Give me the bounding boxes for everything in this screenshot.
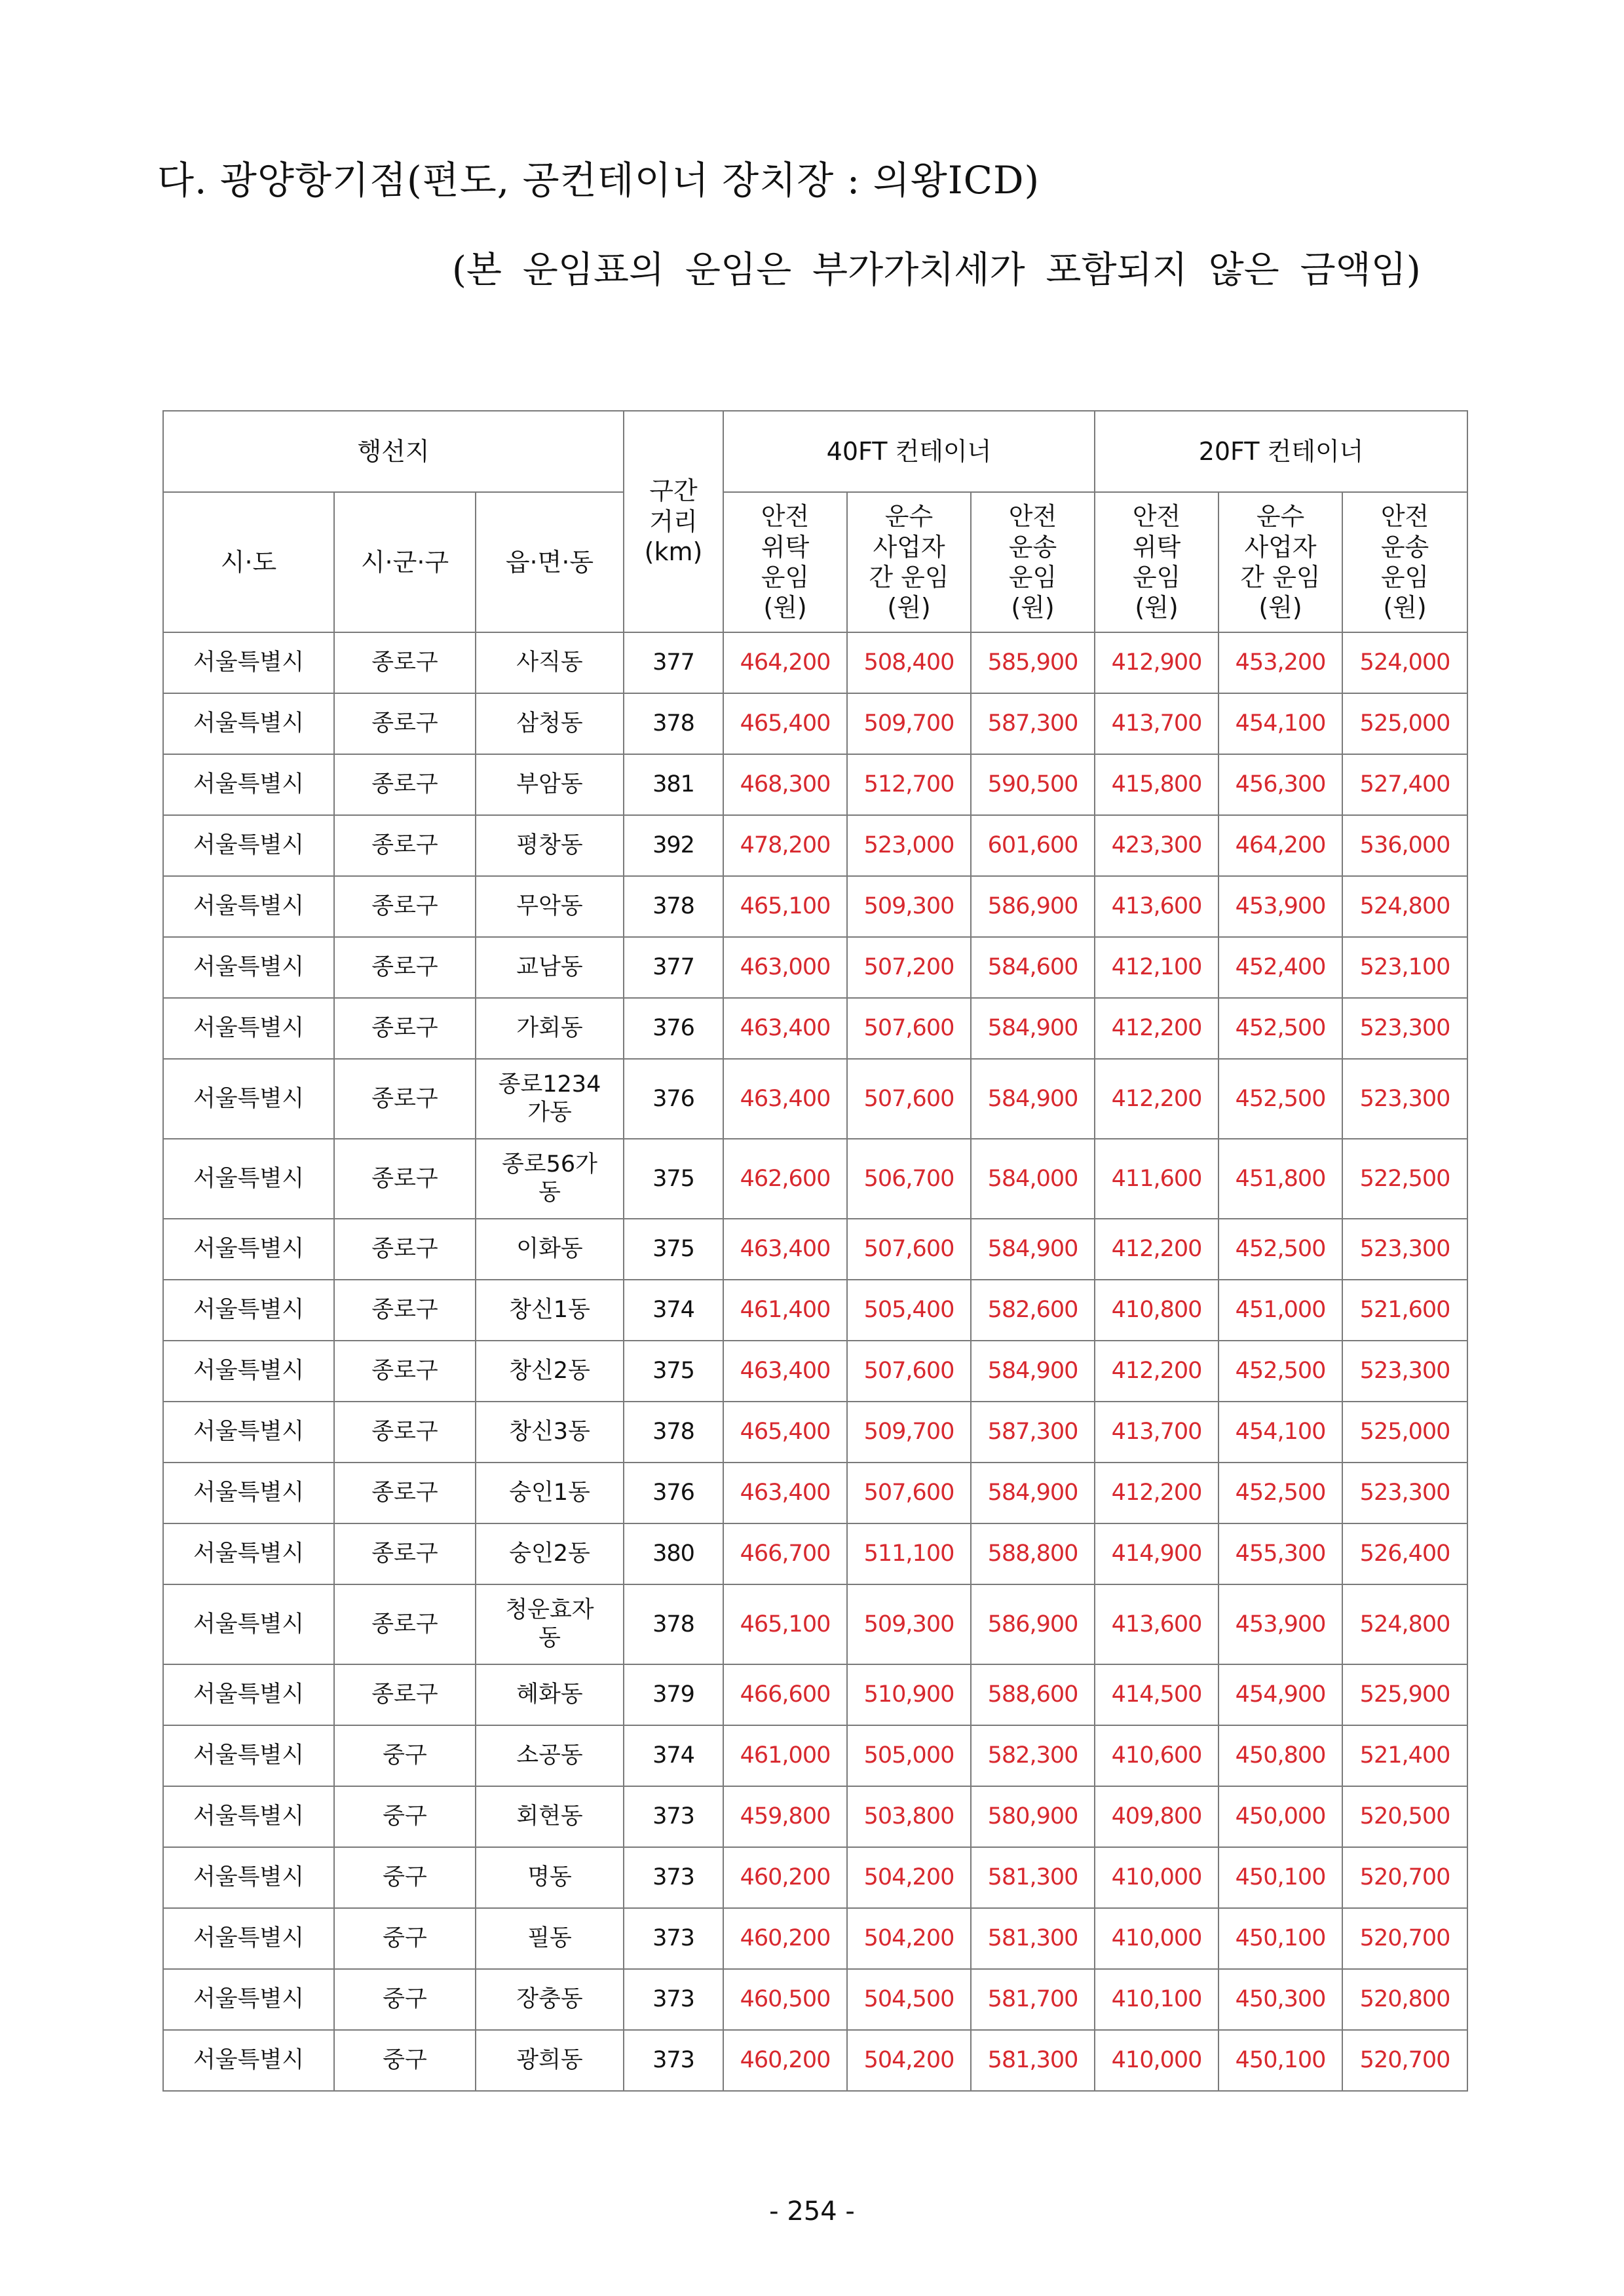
cell-40ft-rate-3: 582,600 <box>971 1280 1095 1341</box>
cell-sigungu: 종로구 <box>334 1584 476 1664</box>
cell-40ft-rate-3: 586,900 <box>971 1584 1095 1664</box>
cell-20ft-rate-2: 452,500 <box>1218 1219 1342 1280</box>
cell-20ft-rate-3: 525,000 <box>1342 693 1467 754</box>
header-distance <box>624 411 723 632</box>
cell-sigungu: 종로구 <box>334 998 476 1059</box>
cell-40ft-rate-1: 460,200 <box>723 1847 847 1908</box>
cell-dong: 혜화동 <box>476 1664 624 1725</box>
cell-20ft-rate-2: 452,500 <box>1218 1059 1342 1139</box>
cell-sigungu: 중구 <box>334 1908 476 1969</box>
cell-sigungu: 종로구 <box>334 1059 476 1139</box>
header-40ft: 40FT 컨테이너 <box>723 411 1095 492</box>
cell-20ft-rate-3: 523,300 <box>1342 998 1467 1059</box>
cell-dong: 부암동 <box>476 754 624 815</box>
cell-dong: 숭인2동 <box>476 1523 624 1584</box>
cell-distance: 378 <box>624 693 723 754</box>
table-row <box>163 1139 1467 1219</box>
cell-20ft-rate-3: 521,400 <box>1342 1725 1467 1786</box>
cell-20ft-rate-3: 523,300 <box>1342 1341 1467 1402</box>
cell-20ft-rate-1: 410,600 <box>1095 1725 1218 1786</box>
cell-40ft-rate-2: 512,700 <box>847 754 971 815</box>
cell-20ft-rate-1: 412,200 <box>1095 998 1218 1059</box>
cell-40ft-rate-1: 459,800 <box>723 1786 847 1847</box>
cell-40ft-rate-2: 504,200 <box>847 1847 971 1908</box>
cell-40ft-rate-1: 463,400 <box>723 1463 847 1523</box>
table-row <box>163 1402 1467 1463</box>
table-row <box>163 632 1467 693</box>
cell-40ft-rate-1: 461,000 <box>723 1725 847 1786</box>
cell-sigungu: 중구 <box>334 1786 476 1847</box>
cell-sido: 서울특별시 <box>163 998 334 1059</box>
cell-sido: 서울특별시 <box>163 1664 334 1725</box>
cell-distance: 378 <box>624 876 723 937</box>
cell-20ft-rate-2: 456,300 <box>1218 754 1342 815</box>
cell-sigungu: 중구 <box>334 1725 476 1786</box>
header-40ft-safe-transport <box>971 492 1095 632</box>
cell-dong: 평창동 <box>476 815 624 876</box>
table-row <box>163 815 1467 876</box>
header-20ft: 20FT 컨테이너 <box>1095 411 1467 492</box>
cell-20ft-rate-1: 410,100 <box>1095 1969 1218 2030</box>
cell-sido: 서울특별시 <box>163 693 334 754</box>
cell-dong: 종로1234 가동 <box>476 1059 624 1139</box>
cell-sigungu: 중구 <box>334 1969 476 2030</box>
cell-20ft-rate-2: 455,300 <box>1218 1523 1342 1584</box>
table-row <box>163 693 1467 754</box>
header-20ft-safe-transport <box>1342 492 1467 632</box>
cell-40ft-rate-1: 461,400 <box>723 1280 847 1341</box>
cell-20ft-rate-3: 527,400 <box>1342 754 1467 815</box>
cell-sido: 서울특별시 <box>163 1341 334 1402</box>
cell-distance: 377 <box>624 632 723 693</box>
cell-distance: 380 <box>624 1523 723 1584</box>
cell-20ft-rate-2: 453,900 <box>1218 1584 1342 1664</box>
cell-sido: 서울특별시 <box>163 876 334 937</box>
table-row <box>163 1341 1467 1402</box>
cell-sigungu: 종로구 <box>334 1402 476 1463</box>
cell-sigungu: 종로구 <box>334 937 476 998</box>
cell-40ft-rate-2: 509,700 <box>847 1402 971 1463</box>
cell-20ft-rate-1: 411,600 <box>1095 1139 1218 1219</box>
cell-40ft-rate-3: 582,300 <box>971 1725 1095 1786</box>
cell-distance: 392 <box>624 815 723 876</box>
cell-20ft-rate-1: 415,800 <box>1095 754 1218 815</box>
freight-rate-table <box>162 410 1468 2092</box>
cell-sido: 서울특별시 <box>163 1584 334 1664</box>
table-row <box>163 754 1467 815</box>
cell-40ft-rate-1: 478,200 <box>723 815 847 876</box>
cell-40ft-rate-2: 505,400 <box>847 1280 971 1341</box>
cell-20ft-rate-3: 520,800 <box>1342 1969 1467 2030</box>
cell-sigungu: 종로구 <box>334 632 476 693</box>
cell-dong: 필동 <box>476 1908 624 1969</box>
table-body <box>163 632 1467 2091</box>
header-row-columns <box>163 492 1467 632</box>
vat-note: (본 운임표의 운임은 부가가치세가 포함되지 않은 금액임) <box>452 249 1421 292</box>
cell-40ft-rate-2: 511,100 <box>847 1523 971 1584</box>
cell-40ft-rate-3: 585,900 <box>971 632 1095 693</box>
cell-20ft-rate-2: 450,800 <box>1218 1725 1342 1786</box>
cell-40ft-rate-1: 463,400 <box>723 1059 847 1139</box>
cell-20ft-rate-1: 410,000 <box>1095 1847 1218 1908</box>
header-20ft-safe-consign <box>1095 492 1218 632</box>
cell-20ft-rate-3: 522,500 <box>1342 1139 1467 1219</box>
cell-40ft-rate-1: 465,400 <box>723 1402 847 1463</box>
cell-distance: 373 <box>624 1969 723 2030</box>
cell-40ft-rate-3: 584,600 <box>971 937 1095 998</box>
cell-dong: 창신2동 <box>476 1341 624 1402</box>
cell-20ft-rate-2: 451,000 <box>1218 1280 1342 1341</box>
cell-40ft-rate-3: 588,600 <box>971 1664 1095 1725</box>
cell-distance: 374 <box>624 1280 723 1341</box>
cell-20ft-rate-2: 451,800 <box>1218 1139 1342 1219</box>
cell-dong: 명동 <box>476 1847 624 1908</box>
cell-40ft-rate-2: 507,200 <box>847 937 971 998</box>
table-row <box>163 1847 1467 1908</box>
header-eupmyeondong: 읍·면·동 <box>476 492 624 632</box>
cell-20ft-rate-1: 412,200 <box>1095 1219 1218 1280</box>
cell-distance: 374 <box>624 1725 723 1786</box>
cell-sido: 서울특별시 <box>163 2030 334 2091</box>
cell-40ft-rate-2: 505,000 <box>847 1725 971 1786</box>
cell-20ft-rate-2: 464,200 <box>1218 815 1342 876</box>
header-40ft-carrier-between-text: 운수 사업자 간 운임 (원) <box>869 502 949 622</box>
header-40ft-carrier-between <box>847 492 971 632</box>
cell-distance: 375 <box>624 1139 723 1219</box>
cell-20ft-rate-3: 525,000 <box>1342 1402 1467 1463</box>
header-40ft-safe-consign-text: 안전 위탁 운임 (원) <box>761 502 810 622</box>
cell-40ft-rate-2: 506,700 <box>847 1139 971 1219</box>
cell-40ft-rate-1: 462,600 <box>723 1139 847 1219</box>
cell-20ft-rate-1: 413,700 <box>1095 1402 1218 1463</box>
table-row <box>163 1463 1467 1523</box>
cell-40ft-rate-3: 586,900 <box>971 876 1095 937</box>
cell-distance: 377 <box>624 937 723 998</box>
table-row <box>163 1059 1467 1139</box>
cell-20ft-rate-1: 413,600 <box>1095 1584 1218 1664</box>
cell-40ft-rate-2: 523,000 <box>847 815 971 876</box>
cell-40ft-rate-2: 507,600 <box>847 1059 971 1139</box>
cell-dong: 창신3동 <box>476 1402 624 1463</box>
cell-20ft-rate-3: 520,700 <box>1342 2030 1467 2091</box>
cell-40ft-rate-1: 465,100 <box>723 876 847 937</box>
cell-distance: 375 <box>624 1219 723 1280</box>
cell-distance: 378 <box>624 1402 723 1463</box>
header-20ft-carrier-between-text: 운수 사업자 간 운임 (원) <box>1240 502 1321 622</box>
cell-dong: 무악동 <box>476 876 624 937</box>
cell-40ft-rate-2: 507,600 <box>847 998 971 1059</box>
cell-sido: 서울특별시 <box>163 1523 334 1584</box>
table-row <box>163 1280 1467 1341</box>
cell-20ft-rate-3: 523,100 <box>1342 937 1467 998</box>
cell-sido: 서울특별시 <box>163 1847 334 1908</box>
cell-sido: 서울특별시 <box>163 1908 334 1969</box>
cell-sigungu: 종로구 <box>334 693 476 754</box>
cell-sigungu: 종로구 <box>334 1139 476 1219</box>
cell-distance: 373 <box>624 1786 723 1847</box>
cell-20ft-rate-1: 412,100 <box>1095 937 1218 998</box>
cell-sigungu: 종로구 <box>334 1463 476 1523</box>
cell-40ft-rate-1: 465,400 <box>723 693 847 754</box>
table-row <box>163 1725 1467 1786</box>
cell-40ft-rate-1: 466,600 <box>723 1664 847 1725</box>
table-row <box>163 1219 1467 1280</box>
cell-dong: 교남동 <box>476 937 624 998</box>
cell-20ft-rate-2: 452,500 <box>1218 1463 1342 1523</box>
table-row <box>163 998 1467 1059</box>
cell-20ft-rate-1: 409,800 <box>1095 1786 1218 1847</box>
page-number: - 254 - <box>769 2196 855 2227</box>
cell-dong: 삼청동 <box>476 693 624 754</box>
cell-distance: 378 <box>624 1584 723 1664</box>
cell-20ft-rate-1: 412,200 <box>1095 1059 1218 1139</box>
cell-40ft-rate-3: 581,300 <box>971 1908 1095 1969</box>
cell-distance: 376 <box>624 1463 723 1523</box>
cell-40ft-rate-3: 587,300 <box>971 1402 1095 1463</box>
cell-20ft-rate-3: 536,000 <box>1342 815 1467 876</box>
cell-20ft-rate-2: 454,100 <box>1218 693 1342 754</box>
cell-sido: 서울특별시 <box>163 1059 334 1139</box>
cell-20ft-rate-3: 524,800 <box>1342 1584 1467 1664</box>
cell-20ft-rate-2: 450,100 <box>1218 1908 1342 1969</box>
cell-dong: 종로56가 동 <box>476 1139 624 1219</box>
cell-sido: 서울특별시 <box>163 1786 334 1847</box>
cell-dong: 가회동 <box>476 998 624 1059</box>
cell-40ft-rate-3: 584,000 <box>971 1139 1095 1219</box>
cell-40ft-rate-3: 581,300 <box>971 1847 1095 1908</box>
cell-40ft-rate-2: 507,600 <box>847 1341 971 1402</box>
cell-sigungu: 종로구 <box>334 876 476 937</box>
cell-20ft-rate-2: 452,500 <box>1218 1341 1342 1402</box>
cell-20ft-rate-2: 450,300 <box>1218 1969 1342 2030</box>
cell-20ft-rate-2: 450,000 <box>1218 1786 1342 1847</box>
header-sido: 시·도 <box>163 492 334 632</box>
cell-sigungu: 종로구 <box>334 1280 476 1341</box>
cell-20ft-rate-3: 521,600 <box>1342 1280 1467 1341</box>
cell-40ft-rate-2: 510,900 <box>847 1664 971 1725</box>
cell-20ft-rate-2: 453,900 <box>1218 876 1342 937</box>
cell-40ft-rate-3: 587,300 <box>971 693 1095 754</box>
cell-20ft-rate-3: 526,400 <box>1342 1523 1467 1584</box>
cell-20ft-rate-1: 410,800 <box>1095 1280 1218 1341</box>
cell-sigungu: 중구 <box>334 1847 476 1908</box>
cell-sigungu: 종로구 <box>334 1219 476 1280</box>
cell-20ft-rate-1: 412,200 <box>1095 1341 1218 1402</box>
cell-40ft-rate-3: 590,500 <box>971 754 1095 815</box>
header-row-groups <box>163 411 1467 492</box>
cell-40ft-rate-2: 508,400 <box>847 632 971 693</box>
table-row <box>163 1969 1467 2030</box>
cell-distance: 373 <box>624 2030 723 2091</box>
cell-40ft-rate-3: 581,300 <box>971 2030 1095 2091</box>
cell-sigungu: 종로구 <box>334 1664 476 1725</box>
cell-20ft-rate-1: 412,200 <box>1095 1463 1218 1523</box>
table-row <box>163 1523 1467 1584</box>
cell-40ft-rate-1: 468,300 <box>723 754 847 815</box>
cell-20ft-rate-1: 410,000 <box>1095 2030 1218 2091</box>
header-sigungu: 시·군·구 <box>334 492 476 632</box>
table-row <box>163 937 1467 998</box>
cell-40ft-rate-1: 464,200 <box>723 632 847 693</box>
cell-40ft-rate-3: 584,900 <box>971 998 1095 1059</box>
cell-sigungu: 종로구 <box>334 1341 476 1402</box>
cell-distance: 379 <box>624 1664 723 1725</box>
cell-20ft-rate-2: 450,100 <box>1218 1847 1342 1908</box>
cell-dong: 숭인1동 <box>476 1463 624 1523</box>
cell-sigungu: 종로구 <box>334 1523 476 1584</box>
cell-40ft-rate-2: 509,300 <box>847 876 971 937</box>
cell-dong: 사직동 <box>476 632 624 693</box>
cell-40ft-rate-2: 509,300 <box>847 1584 971 1664</box>
header-20ft-carrier-between <box>1218 492 1342 632</box>
cell-sido: 서울특별시 <box>163 937 334 998</box>
cell-40ft-rate-3: 584,900 <box>971 1463 1095 1523</box>
cell-40ft-rate-2: 504,500 <box>847 1969 971 2030</box>
cell-20ft-rate-1: 414,900 <box>1095 1523 1218 1584</box>
cell-sido: 서울특별시 <box>163 1725 334 1786</box>
cell-20ft-rate-1: 414,500 <box>1095 1664 1218 1725</box>
cell-40ft-rate-1: 460,500 <box>723 1969 847 2030</box>
cell-sigungu: 중구 <box>334 2030 476 2091</box>
cell-20ft-rate-2: 453,200 <box>1218 632 1342 693</box>
table-row <box>163 1584 1467 1664</box>
header-40ft-safe-consign <box>723 492 847 632</box>
cell-40ft-rate-2: 509,700 <box>847 693 971 754</box>
cell-40ft-rate-1: 466,700 <box>723 1523 847 1584</box>
header-distance-text: 구간 거리 (km) <box>644 476 703 567</box>
cell-sido: 서울특별시 <box>163 1139 334 1219</box>
cell-distance: 376 <box>624 998 723 1059</box>
cell-dong: 소공동 <box>476 1725 624 1786</box>
cell-20ft-rate-1: 410,000 <box>1095 1908 1218 1969</box>
cell-sigungu: 종로구 <box>334 815 476 876</box>
cell-40ft-rate-3: 584,900 <box>971 1059 1095 1139</box>
cell-40ft-rate-2: 507,600 <box>847 1463 971 1523</box>
cell-40ft-rate-1: 460,200 <box>723 1908 847 1969</box>
cell-sido: 서울특별시 <box>163 1280 334 1341</box>
cell-40ft-rate-3: 580,900 <box>971 1786 1095 1847</box>
cell-sido: 서울특별시 <box>163 1463 334 1523</box>
table-row <box>163 1664 1467 1725</box>
cell-sido: 서울특별시 <box>163 1969 334 2030</box>
cell-sido: 서울특별시 <box>163 754 334 815</box>
cell-20ft-rate-1: 413,600 <box>1095 876 1218 937</box>
cell-sigungu: 종로구 <box>334 754 476 815</box>
header-20ft-safe-transport-text: 안전 운송 운임 (원) <box>1380 502 1429 622</box>
cell-dong: 광희동 <box>476 2030 624 2091</box>
section-title: 다. 광양항기점(편도, 공컨테이너 장치장 : 의왕ICD) <box>157 158 1040 202</box>
cell-distance: 376 <box>624 1059 723 1139</box>
cell-distance: 375 <box>624 1341 723 1402</box>
cell-40ft-rate-3: 601,600 <box>971 815 1095 876</box>
cell-20ft-rate-3: 520,500 <box>1342 1786 1467 1847</box>
cell-40ft-rate-3: 588,800 <box>971 1523 1095 1584</box>
cell-20ft-rate-2: 450,100 <box>1218 2030 1342 2091</box>
cell-20ft-rate-2: 454,100 <box>1218 1402 1342 1463</box>
cell-sido: 서울특별시 <box>163 815 334 876</box>
cell-40ft-rate-3: 581,700 <box>971 1969 1095 2030</box>
cell-dong: 장충동 <box>476 1969 624 2030</box>
cell-dong: 창신1동 <box>476 1280 624 1341</box>
header-40ft-safe-transport-text: 안전 운송 운임 (원) <box>1008 502 1057 622</box>
cell-40ft-rate-1: 463,400 <box>723 998 847 1059</box>
cell-distance: 373 <box>624 1908 723 1969</box>
cell-20ft-rate-1: 423,300 <box>1095 815 1218 876</box>
cell-40ft-rate-2: 504,200 <box>847 2030 971 2091</box>
cell-40ft-rate-2: 507,600 <box>847 1219 971 1280</box>
cell-20ft-rate-2: 452,400 <box>1218 937 1342 998</box>
table-row <box>163 876 1467 937</box>
cell-40ft-rate-2: 504,200 <box>847 1908 971 1969</box>
table-row <box>163 2030 1467 2091</box>
cell-20ft-rate-1: 413,700 <box>1095 693 1218 754</box>
cell-20ft-rate-3: 524,800 <box>1342 876 1467 937</box>
cell-20ft-rate-3: 525,900 <box>1342 1664 1467 1725</box>
cell-40ft-rate-1: 463,400 <box>723 1219 847 1280</box>
cell-distance: 381 <box>624 754 723 815</box>
cell-20ft-rate-3: 523,300 <box>1342 1219 1467 1280</box>
cell-40ft-rate-1: 465,100 <box>723 1584 847 1664</box>
cell-distance: 373 <box>624 1847 723 1908</box>
cell-40ft-rate-1: 463,000 <box>723 937 847 998</box>
header-20ft-safe-consign-text: 안전 위탁 운임 (원) <box>1132 502 1181 622</box>
cell-sido: 서울특별시 <box>163 632 334 693</box>
cell-dong: 회현동 <box>476 1786 624 1847</box>
cell-40ft-rate-2: 503,800 <box>847 1786 971 1847</box>
cell-sido: 서울특별시 <box>163 1402 334 1463</box>
header-destination: 행선지 <box>163 411 624 492</box>
cell-20ft-rate-2: 452,500 <box>1218 998 1342 1059</box>
cell-20ft-rate-3: 523,300 <box>1342 1463 1467 1523</box>
cell-20ft-rate-3: 523,300 <box>1342 1059 1467 1139</box>
cell-20ft-rate-2: 454,900 <box>1218 1664 1342 1725</box>
cell-40ft-rate-3: 584,900 <box>971 1219 1095 1280</box>
table-row <box>163 1908 1467 1969</box>
cell-sido: 서울특별시 <box>163 1219 334 1280</box>
cell-20ft-rate-3: 524,000 <box>1342 632 1467 693</box>
cell-dong: 청운효자 동 <box>476 1584 624 1664</box>
cell-40ft-rate-3: 584,900 <box>971 1341 1095 1402</box>
cell-20ft-rate-1: 412,900 <box>1095 632 1218 693</box>
cell-40ft-rate-1: 460,200 <box>723 2030 847 2091</box>
cell-dong: 이화동 <box>476 1219 624 1280</box>
cell-20ft-rate-3: 520,700 <box>1342 1908 1467 1969</box>
table-row <box>163 1786 1467 1847</box>
cell-20ft-rate-3: 520,700 <box>1342 1847 1467 1908</box>
cell-40ft-rate-1: 463,400 <box>723 1341 847 1402</box>
